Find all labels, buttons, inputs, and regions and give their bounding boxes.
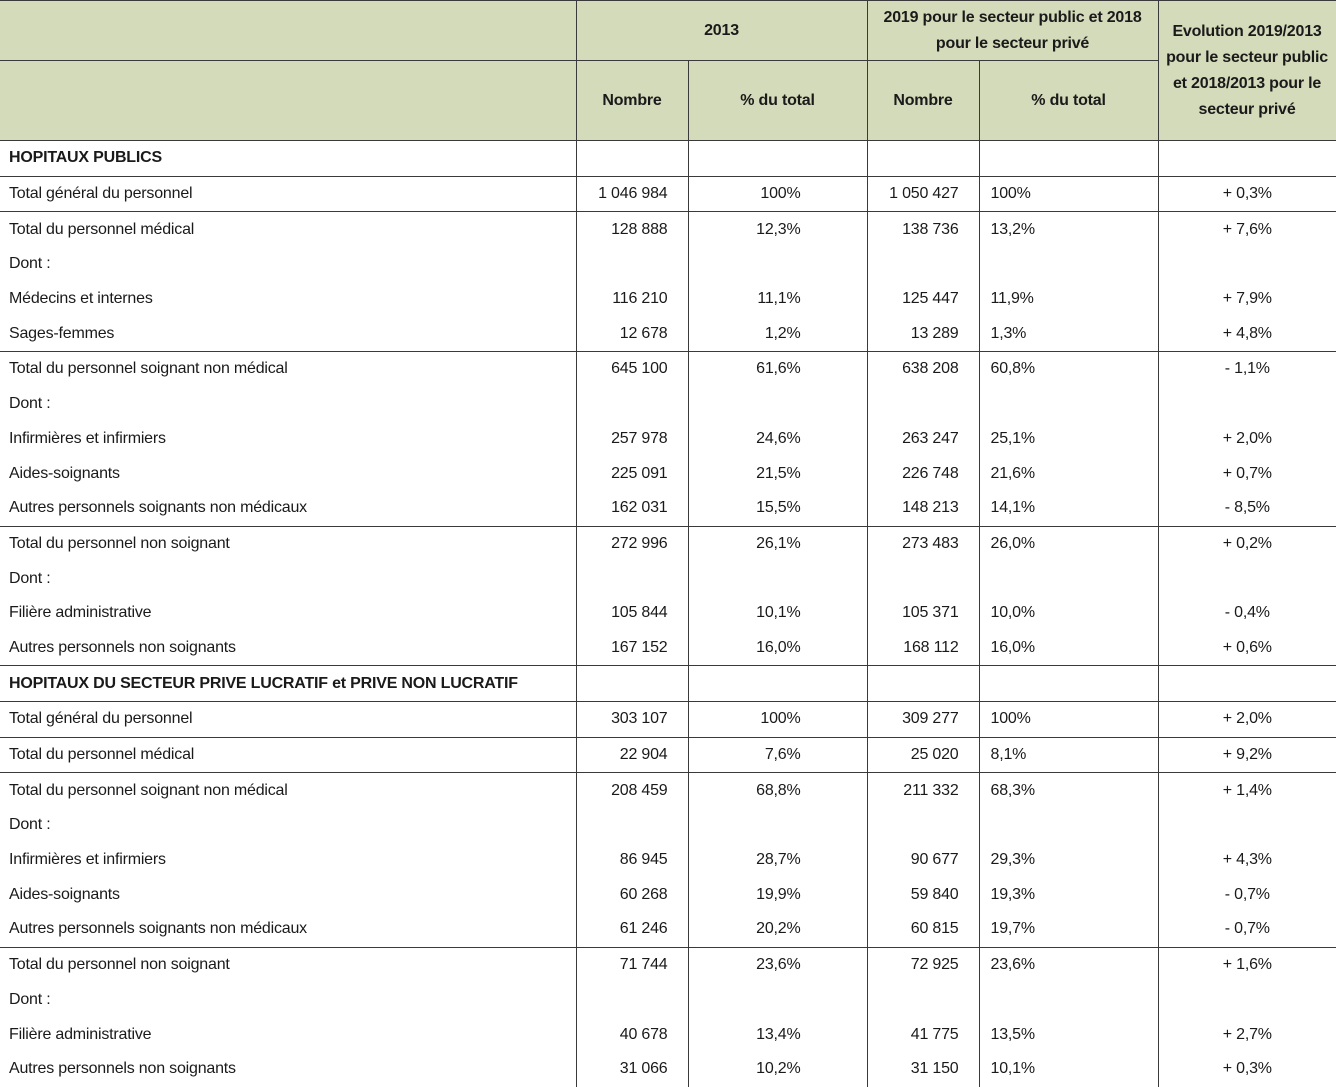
cell-evolution: + 4,3% — [1158, 843, 1336, 878]
cell-evolution: - 8,5% — [1158, 491, 1336, 526]
cell-nombre-2013: 272 996 — [576, 526, 688, 561]
row-label: Autres personnels non soignants — [9, 1060, 236, 1078]
table-row — [0, 491, 1336, 526]
row-label: HOPITAUX PUBLICS — [9, 149, 162, 167]
cell-pct-2013: 1,2% — [688, 316, 867, 351]
cell-pct-2013 — [688, 983, 867, 1018]
table-row — [0, 212, 1336, 247]
row-label: Infirmières et infirmiers — [9, 851, 166, 869]
row-label: Autres personnels soignants non médicaux — [9, 920, 307, 938]
cell-pct-2013: 100% — [688, 176, 867, 212]
row-label: Médecins et internes — [9, 290, 153, 308]
cell-pct-recent: 68,3% — [979, 773, 1158, 808]
table-row — [0, 282, 1336, 317]
cell-nombre-2013: 22 904 — [576, 737, 688, 773]
table-row — [0, 456, 1336, 491]
row-label: Dont : — [9, 395, 51, 413]
cell-pct-2013 — [688, 561, 867, 596]
cell-evolution: + 0,3% — [1158, 176, 1336, 212]
cell-evolution: + 0,3% — [1158, 1052, 1336, 1087]
table-row — [0, 387, 1336, 422]
cell-pct-recent: 100% — [979, 702, 1158, 738]
table-row — [0, 1017, 1336, 1052]
cell-nombre-recent: 168 112 — [867, 631, 979, 666]
cell-pct-2013: 11,1% — [688, 282, 867, 317]
table-row — [0, 737, 1336, 773]
cell-pct-2013: 20,2% — [688, 912, 867, 947]
row-label: Total du personnel médical — [0, 737, 576, 773]
row-label: Total du personnel soignant non médical — [0, 773, 576, 808]
cell-nombre-recent: 41 775 — [867, 1017, 979, 1052]
header-evolution: Evolution 2019/2013 pour le secteur public et 2018/2013 pour le secteur privé — [1158, 1, 1336, 141]
cell-evolution — [1158, 808, 1336, 843]
row-label: Total du personnel non soignant — [0, 947, 576, 982]
cell-nombre-2013 — [576, 808, 688, 843]
cell-evolution: + 1,6% — [1158, 947, 1336, 982]
cell-nombre-recent — [867, 808, 979, 843]
row-label: Total du personnel médical — [0, 212, 576, 247]
cell-nombre-recent: 90 677 — [867, 843, 979, 878]
cell-evolution: - 0,4% — [1158, 596, 1336, 631]
table-row — [0, 352, 1336, 387]
cell-nombre-2013 — [576, 983, 688, 1018]
cell-evolution: - 0,7% — [1158, 912, 1336, 947]
cell-nombre-2013: 1 046 984 — [576, 176, 688, 212]
cell-nombre-recent — [867, 666, 979, 702]
cell-evolution: - 1,1% — [1158, 352, 1336, 387]
cell-nombre-recent: 148 213 — [867, 491, 979, 526]
cell-pct-2013 — [688, 666, 867, 702]
cell-nombre-2013: 12 678 — [576, 316, 688, 351]
cell-nombre-recent — [867, 983, 979, 1018]
cell-pct-recent: 16,0% — [979, 631, 1158, 666]
cell-evolution — [1158, 983, 1336, 1018]
cell-nombre-2013 — [576, 141, 688, 177]
cell-pct-2013: 13,4% — [688, 1017, 867, 1052]
row-label: Total général du personnel — [0, 702, 576, 738]
header-2013: 2013 — [576, 1, 867, 61]
table-row — [0, 808, 1336, 843]
cell-evolution — [1158, 666, 1336, 702]
cell-nombre-2013 — [576, 387, 688, 422]
cell-pct-recent: 23,6% — [979, 947, 1158, 982]
row-label: HOPITAUX DU SECTEUR PRIVE LUCRATIF et PRIVE NON LUCRATIF — [0, 666, 576, 702]
cell-evolution: + 0,7% — [1158, 456, 1336, 491]
table-row — [0, 702, 1336, 738]
cell-pct-2013 — [688, 141, 867, 177]
cell-nombre-recent: 25 020 — [867, 737, 979, 773]
cell-pct-recent: 10,1% — [979, 1052, 1158, 1087]
section-header-row — [0, 141, 1336, 177]
table-row — [0, 1052, 1336, 1087]
cell-nombre-2013 — [576, 247, 688, 282]
row-label: Filière administrative — [9, 604, 152, 622]
row-label: Total général du personnel — [0, 176, 576, 212]
row-label: Aides-soignants — [9, 464, 120, 482]
cell-pct-2013: 7,6% — [688, 737, 867, 773]
cell-nombre-recent: 211 332 — [867, 773, 979, 808]
cell-nombre-2013: 105 844 — [576, 596, 688, 631]
row-label: Dont : — [9, 990, 51, 1008]
cell-pct-2013: 21,5% — [688, 456, 867, 491]
cell-pct-recent — [979, 141, 1158, 177]
cell-evolution — [1158, 247, 1336, 282]
cell-pct-recent: 25,1% — [979, 422, 1158, 457]
cell-pct-recent: 100% — [979, 176, 1158, 212]
cell-nombre-recent: 638 208 — [867, 352, 979, 387]
row-label: Total du personnel non soignant — [0, 526, 576, 561]
cell-nombre-2013 — [576, 561, 688, 596]
cell-nombre-recent — [867, 387, 979, 422]
header-blank-sub — [0, 61, 576, 141]
cell-nombre-recent: 1 050 427 — [867, 176, 979, 212]
cell-pct-recent: 11,9% — [979, 282, 1158, 317]
cell-pct-2013 — [688, 387, 867, 422]
header-blank — [0, 1, 576, 61]
header-pct-2013: % du total — [688, 61, 867, 141]
cell-pct-recent: 8,1% — [979, 737, 1158, 773]
cell-pct-2013: 26,1% — [688, 526, 867, 561]
cell-nombre-recent: 60 815 — [867, 912, 979, 947]
cell-evolution: + 1,4% — [1158, 773, 1336, 808]
cell-pct-2013: 23,6% — [688, 947, 867, 982]
cell-nombre-recent: 309 277 — [867, 702, 979, 738]
cell-pct-recent — [979, 808, 1158, 843]
cell-evolution: + 7,6% — [1158, 212, 1336, 247]
cell-pct-recent: 60,8% — [979, 352, 1158, 387]
cell-evolution: - 0,7% — [1158, 877, 1336, 912]
cell-pct-2013 — [688, 808, 867, 843]
cell-evolution: + 0,2% — [1158, 526, 1336, 561]
cell-evolution: + 2,0% — [1158, 702, 1336, 738]
cell-pct-2013: 12,3% — [688, 212, 867, 247]
row-label: Sages-femmes — [9, 324, 115, 342]
cell-evolution: + 0,6% — [1158, 631, 1336, 666]
row-label: Infirmières et infirmiers — [9, 429, 166, 447]
cell-nombre-2013: 208 459 — [576, 773, 688, 808]
row-label: Total du personnel soignant non médical — [0, 352, 576, 387]
cell-nombre-recent: 72 925 — [867, 947, 979, 982]
cell-pct-recent — [979, 561, 1158, 596]
cell-nombre-recent: 59 840 — [867, 877, 979, 912]
cell-pct-2013: 19,9% — [688, 877, 867, 912]
cell-pct-recent: 29,3% — [979, 843, 1158, 878]
cell-evolution — [1158, 561, 1336, 596]
table-body — [0, 141, 1336, 1087]
row-label: Autres personnels non soignants — [9, 638, 236, 656]
row-label: Dont : — [9, 255, 51, 273]
cell-nombre-2013: 645 100 — [576, 352, 688, 387]
table-row — [0, 631, 1336, 666]
cell-nombre-2013 — [576, 666, 688, 702]
cell-pct-recent: 13,5% — [979, 1017, 1158, 1052]
section-header-row — [0, 666, 1336, 702]
cell-pct-recent — [979, 387, 1158, 422]
table-row — [0, 947, 1336, 982]
cell-nombre-2013: 40 678 — [576, 1017, 688, 1052]
row-label: Filière administrative — [9, 1025, 152, 1043]
table-header — [0, 1, 1336, 141]
cell-nombre-2013: 31 066 — [576, 1052, 688, 1087]
cell-pct-2013: 16,0% — [688, 631, 867, 666]
cell-nombre-recent — [867, 141, 979, 177]
row-label: Autres personnels soignants non médicaux — [9, 499, 307, 517]
table-row — [0, 912, 1336, 947]
cell-evolution: + 2,0% — [1158, 422, 1336, 457]
header-pct-recent: % du total — [979, 61, 1158, 141]
cell-pct-recent: 1,3% — [979, 316, 1158, 351]
cell-pct-2013 — [688, 247, 867, 282]
table-row — [0, 983, 1336, 1018]
table-row — [0, 843, 1336, 878]
cell-nombre-recent: 31 150 — [867, 1052, 979, 1087]
table-row — [0, 247, 1336, 282]
cell-nombre-recent: 105 371 — [867, 596, 979, 631]
cell-nombre-2013: 116 210 — [576, 282, 688, 317]
cell-evolution — [1158, 141, 1336, 177]
cell-nombre-2013: 303 107 — [576, 702, 688, 738]
table-row — [0, 176, 1336, 212]
cell-pct-2013: 61,6% — [688, 352, 867, 387]
cell-nombre-2013: 71 744 — [576, 947, 688, 982]
table-row — [0, 526, 1336, 561]
cell-pct-recent: 10,0% — [979, 596, 1158, 631]
table-row — [0, 877, 1336, 912]
cell-nombre-recent: 263 247 — [867, 422, 979, 457]
cell-nombre-2013: 167 152 — [576, 631, 688, 666]
cell-pct-recent — [979, 666, 1158, 702]
cell-pct-2013: 10,2% — [688, 1052, 867, 1087]
cell-nombre-2013: 257 978 — [576, 422, 688, 457]
table-row — [0, 422, 1336, 457]
cell-pct-recent: 19,3% — [979, 877, 1158, 912]
cell-evolution: + 9,2% — [1158, 737, 1336, 773]
cell-nombre-2013: 162 031 — [576, 491, 688, 526]
table-row — [0, 316, 1336, 351]
cell-pct-2013: 68,8% — [688, 773, 867, 808]
cell-evolution: + 2,7% — [1158, 1017, 1336, 1052]
cell-pct-2013: 10,1% — [688, 596, 867, 631]
row-label: Dont : — [9, 569, 51, 587]
cell-evolution: + 4,8% — [1158, 316, 1336, 351]
cell-nombre-recent: 226 748 — [867, 456, 979, 491]
cell-pct-recent — [979, 983, 1158, 1018]
cell-pct-2013: 15,5% — [688, 491, 867, 526]
cell-nombre-2013: 86 945 — [576, 843, 688, 878]
cell-nombre-recent: 138 736 — [867, 212, 979, 247]
cell-pct-2013: 24,6% — [688, 422, 867, 457]
table-row — [0, 561, 1336, 596]
cell-pct-recent: 14,1% — [979, 491, 1158, 526]
row-label: Aides-soignants — [9, 885, 120, 903]
cell-nombre-recent — [867, 247, 979, 282]
header-nombre-recent: Nombre — [867, 61, 979, 141]
cell-nombre-recent: 125 447 — [867, 282, 979, 317]
cell-nombre-2013: 225 091 — [576, 456, 688, 491]
header-recent-year: 2019 pour le secteur public et 2018 pour le secteur privé — [867, 1, 1158, 61]
cell-pct-recent: 13,2% — [979, 212, 1158, 247]
cell-nombre-2013: 60 268 — [576, 877, 688, 912]
cell-nombre-recent: 273 483 — [867, 526, 979, 561]
table-row — [0, 773, 1336, 808]
header-nombre-2013: Nombre — [576, 61, 688, 141]
cell-pct-2013: 28,7% — [688, 843, 867, 878]
cell-pct-recent — [979, 247, 1158, 282]
cell-nombre-2013: 61 246 — [576, 912, 688, 947]
cell-pct-recent: 19,7% — [979, 912, 1158, 947]
cell-pct-recent: 26,0% — [979, 526, 1158, 561]
table-row — [0, 596, 1336, 631]
cell-evolution: + 7,9% — [1158, 282, 1336, 317]
cell-nombre-recent: 13 289 — [867, 316, 979, 351]
cell-nombre-2013: 128 888 — [576, 212, 688, 247]
cell-nombre-recent — [867, 561, 979, 596]
cell-pct-recent: 21,6% — [979, 456, 1158, 491]
cell-pct-2013: 100% — [688, 702, 867, 738]
cell-evolution — [1158, 387, 1336, 422]
row-label: Dont : — [9, 816, 51, 834]
